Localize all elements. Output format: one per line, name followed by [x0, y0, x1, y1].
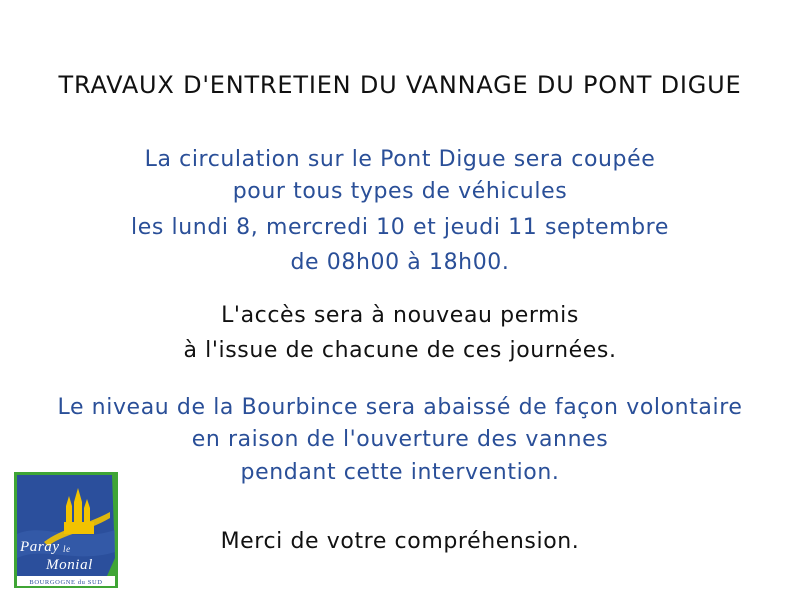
closure-line-1: La circulation sur le Pont Digue sera coupée	[144, 147, 656, 172]
water-level-line-3: pendant cette intervention.	[240, 460, 560, 485]
access-line-1: L'accès sera à nouveau permis	[221, 303, 579, 328]
logo-name-line1: Paray	[20, 539, 60, 555]
logo-name-le: le	[63, 544, 71, 554]
paray-le-monial-logo	[14, 472, 118, 588]
water-level-line-1: Le niveau de la Bourbince sera abaissé de façon volontaire	[57, 395, 743, 420]
logo-region: BOURGOGNE du SUD	[29, 579, 103, 586]
access-line-2: à l'issue de chacune de ces journées.	[183, 338, 617, 363]
thanks-message: Merci de votre compréhension.	[220, 529, 580, 554]
water-level-line-2: en raison de l'ouverture des vannes	[191, 427, 609, 452]
closure-line-3: les lundi 8, mercredi 10 et jeudi 11 septembre	[131, 215, 669, 240]
closure-line-2: pour tous types de véhicules	[232, 179, 568, 204]
notice-title: TRAVAUX D'ENTRETIEN DU VANNAGE DU PONT DIGUE	[58, 71, 742, 99]
closure-line-4: de 08h00 à 18h00.	[290, 250, 510, 275]
logo-name-line2: Monial	[46, 557, 93, 573]
